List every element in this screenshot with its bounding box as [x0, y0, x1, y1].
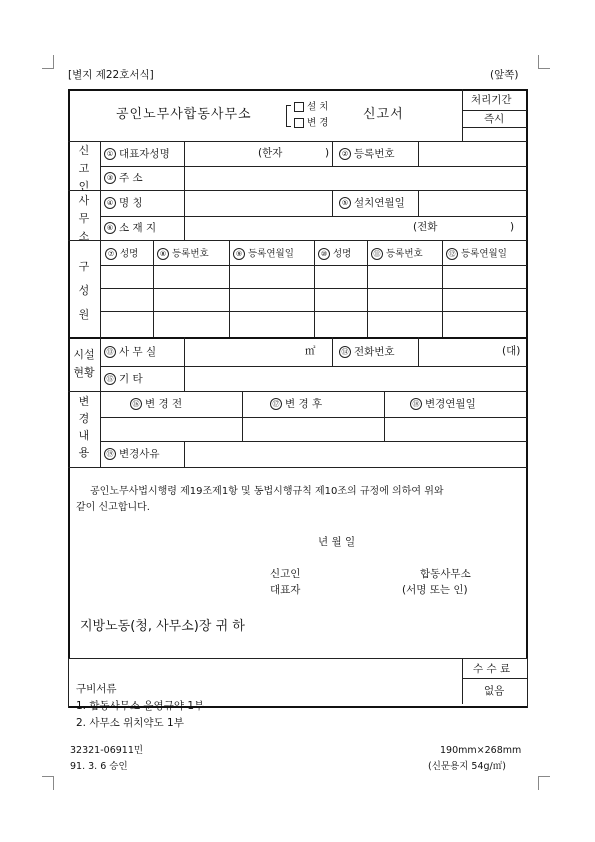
- member-col-name-2: ⑩ 성명: [318, 248, 351, 260]
- change-reason-label: ⑲ 변경사유: [104, 448, 160, 460]
- etc-field[interactable]: [186, 368, 524, 389]
- form-title-suffix: 신고서: [363, 107, 404, 122]
- etc-label: ⑮ 기 타: [104, 373, 143, 385]
- phone-count-unit: (대): [502, 345, 521, 357]
- change-reason-field[interactable]: [186, 443, 524, 465]
- statement-line-2: 같이 신고합니다.: [76, 502, 150, 513]
- form-id: [별지 제22호서식]: [68, 69, 154, 81]
- table-line: [68, 658, 69, 708]
- table-line: [184, 441, 185, 467]
- change-after-label: ⑰ 변 경 후: [270, 398, 322, 410]
- change-after-field[interactable]: [244, 419, 382, 439]
- crop-mark: [53, 776, 54, 790]
- option-change[interactable]: 변 경: [294, 118, 328, 128]
- table-line: [68, 240, 527, 241]
- table-line: [384, 391, 385, 441]
- member-col-regdate-2: ⑫ 등록연월일: [446, 248, 507, 260]
- section-facilities: 시설 현황: [73, 348, 95, 379]
- table-line: [332, 190, 333, 216]
- section-changes: 변 경 내 용: [78, 395, 90, 459]
- office-room-label: ⑬ 사 무 실: [104, 346, 156, 358]
- table-line: [314, 240, 315, 337]
- table-line: [462, 110, 527, 111]
- table-border-top: [68, 89, 527, 91]
- crop-mark: [538, 776, 550, 777]
- table-line: [100, 417, 527, 418]
- install-date-field[interactable]: [420, 192, 524, 214]
- table-line: [68, 391, 527, 392]
- table-line: [68, 658, 528, 659]
- table-line: [229, 240, 230, 337]
- section-members: 구 성 원: [78, 260, 90, 321]
- crop-mark: [538, 55, 539, 69]
- fee-label: 수 수 료: [473, 663, 511, 675]
- table-line: [527, 658, 528, 708]
- table-line: [462, 658, 463, 704]
- change-checkbox-icon[interactable]: [294, 118, 304, 128]
- table-line: [332, 337, 333, 366]
- table-line: [68, 141, 527, 142]
- location-phone-label: (전화: [413, 221, 438, 233]
- statement-line-1: 공인노무사법시행령 제19조제1항 및 동법시행규칙 제10조의 규정에 의하여 위와: [90, 486, 444, 497]
- table-line: [462, 127, 527, 128]
- table-border-right: [526, 89, 528, 659]
- table-line: [100, 366, 527, 367]
- table-line: [184, 141, 185, 240]
- area-field[interactable]: [186, 339, 300, 364]
- table-line: [418, 190, 419, 216]
- table-line: [100, 216, 527, 217]
- page-side: (앞쪽): [490, 69, 519, 81]
- form-code: 32321-06911민: [70, 745, 144, 756]
- signer-office: 합동사무소: [420, 568, 471, 580]
- address-field[interactable]: [186, 168, 524, 188]
- table-line: [332, 141, 333, 166]
- table-line: [100, 441, 527, 442]
- section-reporter: 신 고 인: [78, 144, 90, 193]
- statement-date: 년 월 일: [318, 536, 356, 548]
- location-phone-close: ): [510, 221, 515, 233]
- table-line: [68, 467, 527, 468]
- table-line: [442, 240, 443, 337]
- table-line: [462, 89, 463, 141]
- table-line: [100, 141, 101, 467]
- addressee: 지방노동(청, 사무소)장 귀 하: [80, 619, 245, 634]
- install-date-label: ⑤ 설치연월일: [339, 197, 405, 209]
- signer-representative: 대표자: [270, 584, 301, 596]
- table-line: [100, 166, 527, 167]
- phone-count-field[interactable]: [420, 339, 498, 364]
- processing-value: 즉시: [484, 113, 505, 125]
- signer-reporter: 신고인: [270, 568, 301, 580]
- table-line: [367, 240, 368, 337]
- crop-mark: [538, 68, 550, 69]
- paper-size: 190mm×268mm: [440, 745, 522, 756]
- crop-mark: [42, 68, 54, 69]
- table-line: [68, 190, 527, 191]
- title-bracket-icon: [286, 105, 291, 127]
- processing-label: 처리기간: [471, 94, 512, 106]
- change-date-field[interactable]: [386, 419, 524, 439]
- address-label: ③ 주 소: [104, 172, 143, 184]
- crop-mark: [538, 776, 539, 790]
- crop-mark: [42, 776, 54, 777]
- attachment-item: 1. 합동사무소 운영규약 1부: [76, 700, 205, 712]
- hanja-label: (한자: [258, 147, 283, 159]
- change-date-label: ⑱ 변경연월일: [410, 398, 476, 410]
- rep-name-label: ① 대표자성명: [104, 148, 170, 160]
- member-col-regno-1: ⑧ 등록번호: [157, 248, 209, 260]
- office-name-field[interactable]: [186, 192, 330, 214]
- rep-name-field[interactable]: [186, 143, 256, 164]
- member-col-regno-2: ⑪ 등록번호: [371, 248, 423, 260]
- attachment-item: 2. 사무소 위치약도 1부: [76, 717, 184, 729]
- form-title: 공인노무사합동사무소: [116, 107, 252, 122]
- signature-hint: (서명 또는 인): [402, 584, 468, 596]
- member-col-name-1: ⑦ 성명: [105, 248, 138, 260]
- change-before-field[interactable]: [102, 419, 240, 439]
- table-line: [418, 141, 419, 166]
- location-field[interactable]: [186, 218, 410, 238]
- table-line: [418, 337, 419, 366]
- install-checkbox-icon[interactable]: [294, 102, 304, 112]
- option-install[interactable]: 설 치: [294, 102, 328, 112]
- fee-value: 없음: [484, 685, 505, 697]
- reg-no-field[interactable]: [420, 143, 524, 164]
- table-line: [242, 391, 243, 441]
- table-line: [184, 337, 185, 391]
- office-name-label: ④ 명 칭: [104, 197, 143, 209]
- paper-type: (신문용지 54g/㎡): [428, 761, 506, 772]
- table-line: [153, 240, 154, 337]
- phone-count-label: ⑭ 전화번호: [339, 346, 395, 358]
- change-before-label: ⑯ 변 경 전: [130, 398, 182, 410]
- section-office: 사 무 소: [78, 194, 90, 243]
- reg-no-label: ② 등록번호: [339, 148, 395, 160]
- location-label: ⑥ 소 재 지: [104, 222, 156, 234]
- area-unit: ㎡: [305, 345, 316, 357]
- crop-mark: [53, 55, 54, 69]
- approval-date: 91. 3. 6 승인: [70, 761, 128, 772]
- attachments-title: 구비서류: [76, 683, 117, 695]
- table-line: [462, 678, 527, 679]
- hanja-close: ): [325, 147, 330, 159]
- member-col-regdate-1: ⑨ 등록연월일: [233, 248, 294, 260]
